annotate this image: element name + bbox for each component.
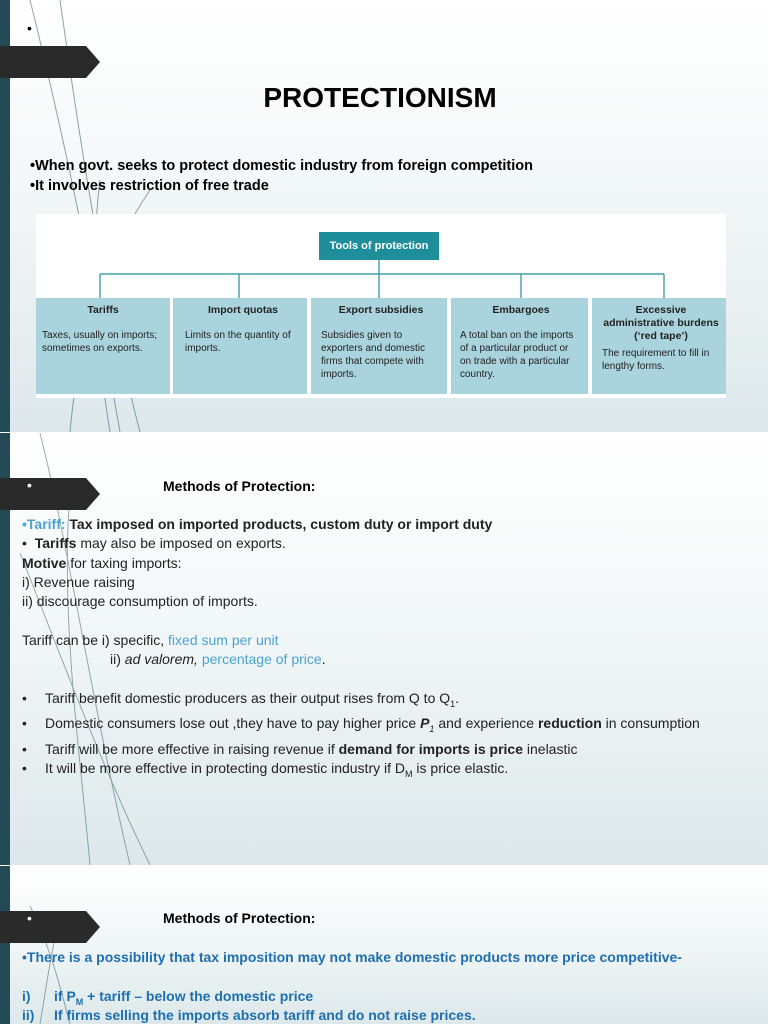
b2-bold: reduction: [537, 715, 602, 732]
tool-red-tape: [592, 298, 726, 394]
tool-desc: Subsidies given to exporters and domestic firms that compete with imports.: [321, 330, 425, 380]
b3-end: inelastic: [523, 740, 578, 757]
tool-embargoes: [451, 298, 588, 394]
tool-name: Import quotas: [208, 304, 278, 316]
tool-name: Excessive administrative burdens (‘red tape’): [603, 304, 719, 342]
tariff-label: •Tariff:: [22, 516, 70, 532]
b4-pre: It will be more effective in protecting domestic industry if D: [45, 760, 406, 777]
tool-desc: Taxes, usually on imports; sometimes on exports.: [42, 330, 158, 354]
list-item: [22, 689, 742, 714]
tool-name: Export subsidies: [338, 304, 424, 316]
bullet: •: [27, 477, 32, 493]
motive-2: ii) discourage consumption of imports.: [22, 593, 258, 609]
bullet: •: [27, 910, 32, 926]
intro-text: [30, 156, 533, 196]
slide-methods-tariff: [0, 433, 768, 865]
motive-1: i) Revenue raising: [22, 574, 135, 590]
specific-line: [22, 631, 279, 651]
price-competitive-line: •There is a possibility that tax imposition may not make domestic products more price competitive-: [22, 949, 682, 965]
advalorem-end: .: [321, 651, 326, 667]
advalorem-pre: ii): [110, 651, 125, 667]
motive-word: Motive: [22, 555, 67, 571]
advalorem-line: [110, 650, 326, 670]
tool-import-quotas: [173, 298, 307, 394]
tool-desc: The requirement to fill in lengthy forms.: [602, 348, 710, 372]
section-heading: Methods of Protection:: [163, 478, 316, 494]
list-item: [22, 740, 742, 760]
i-label: i): [22, 988, 31, 1004]
i-sub: M: [75, 996, 84, 1007]
tool-name: Embargoes: [492, 304, 550, 316]
slide-tab-marker: [0, 911, 100, 943]
b2-end: in consumption: [601, 715, 700, 732]
advalorem-word: ad valorem,: [124, 651, 198, 667]
b2-mid: and experience: [434, 715, 538, 732]
list-item: [22, 714, 742, 739]
b2-p: P: [420, 715, 430, 732]
b2-psub: 1: [429, 724, 435, 735]
tariff-effects-list: [22, 689, 742, 784]
specific-pre: Tariff can be i) specific,: [22, 632, 169, 648]
tool-name: Tariffs: [87, 304, 119, 316]
motive-rest: for taxing imports:: [66, 555, 182, 571]
tariffs-exports-line: • Tariffs may also be imposed on exports.: [22, 535, 286, 551]
root-node: Tools of protection: [319, 232, 439, 260]
tool-export-subsidies: [311, 298, 447, 394]
b1-sub: 1: [450, 698, 456, 709]
ii-text: If firms selling the imports absorb tariff and do not raise prices.: [54, 1007, 476, 1023]
slide-protectionism: [0, 0, 768, 432]
i-end: + tariff – below the domestic price: [83, 988, 314, 1004]
page-title: PROTECTIONISM: [263, 82, 497, 113]
advalorem-val: percentage of price: [201, 651, 322, 667]
specific-val: fixed sum per unit: [168, 632, 279, 648]
condition-ii: [22, 1006, 476, 1024]
motive-line: [22, 554, 182, 574]
slide-tab-marker: [0, 46, 100, 78]
b3-bold: demand for imports is price: [338, 740, 523, 757]
slide-tab-marker: [0, 478, 100, 510]
tool-desc: A total ban on the imports of a particular product or on trade with a particular country.: [460, 330, 574, 380]
ii-label: ii): [22, 1007, 35, 1023]
left-accent-bar: [0, 866, 10, 1024]
b3-pre: Tariff will be more effective in raising revenue if: [45, 740, 339, 757]
section-heading: Methods of Protection:: [163, 910, 316, 926]
b1-end: .: [455, 690, 460, 706]
intro-line-2: •It involves restriction of free trade: [30, 178, 269, 194]
tariff-def: Tax imposed on imported products, custom duty or import duty: [69, 516, 493, 532]
b2-pre: Domestic consumers lose out ,they have to pay higher price: [45, 715, 421, 732]
i-pre: if P: [54, 988, 76, 1004]
bullet: •: [27, 20, 32, 36]
intro-line-1: •When govt. seeks to protect domestic industry from foreign competition: [30, 158, 533, 174]
tariffs-rest: may also be imposed on exports.: [76, 535, 286, 551]
tariff-definition: [22, 515, 492, 535]
b4-end: is price elastic.: [412, 760, 509, 777]
b1-pre: Tariff benefit domestic producers as their output rises from Q to Q: [45, 690, 451, 706]
tool-tariffs: [36, 298, 170, 394]
tool-desc: Limits on the quantity of imports.: [185, 330, 291, 354]
b4-sub: M: [405, 768, 413, 779]
tools-of-protection-diagram: [36, 214, 726, 398]
slide-methods-price: [0, 866, 768, 1024]
tariffs-word: Tariffs: [34, 535, 77, 551]
list-item: [22, 759, 742, 784]
